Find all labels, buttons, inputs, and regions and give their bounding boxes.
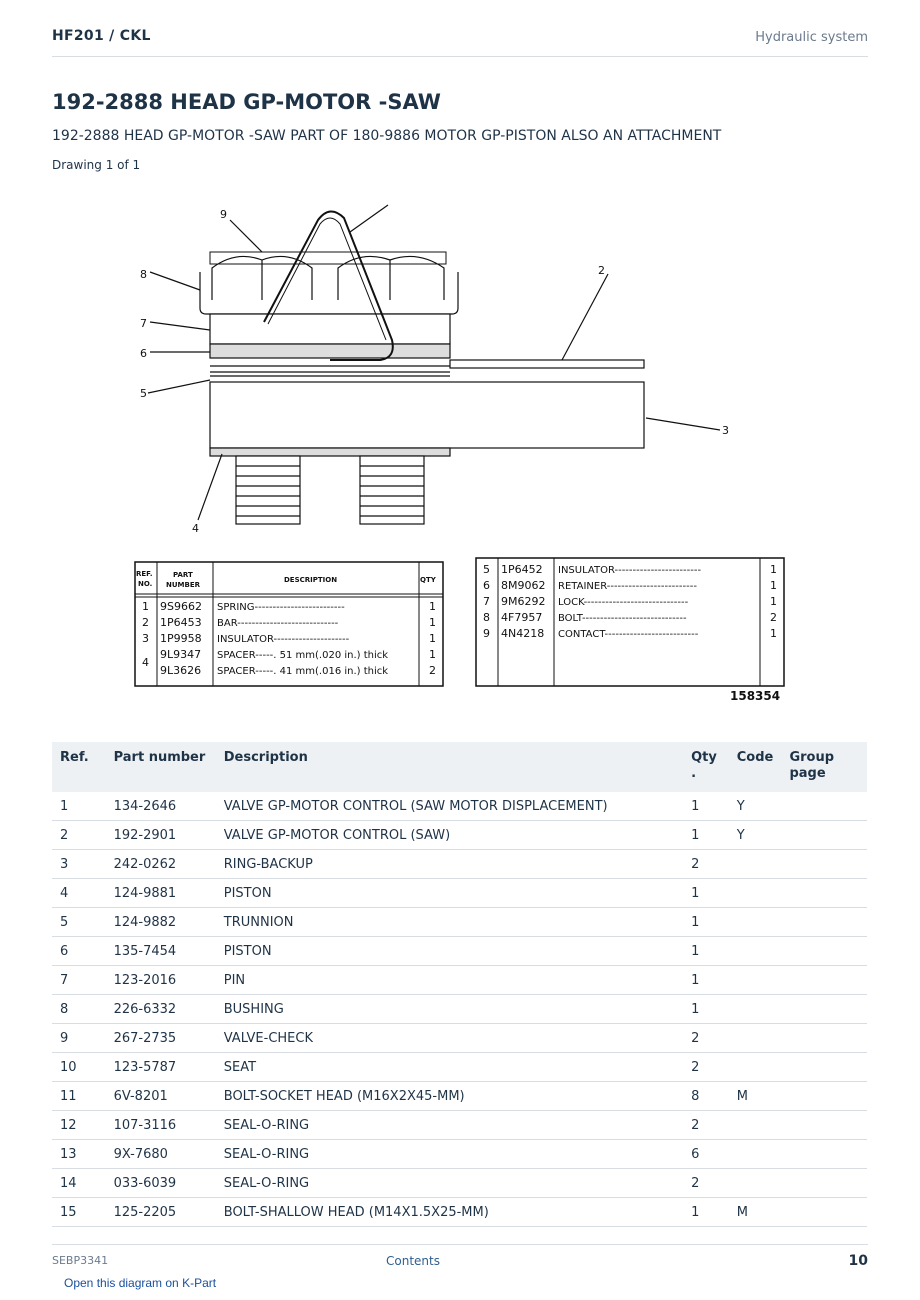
legend-ref: 2 [142, 616, 149, 629]
legend-desc: RETAINER------------------------- [558, 581, 697, 592]
legend-qty: 1 [770, 595, 777, 608]
cell-code [737, 879, 790, 908]
cell-ref: 9 [52, 1024, 114, 1053]
cell-qty: 1 [691, 908, 737, 937]
cell-code [737, 937, 790, 966]
table-row [52, 908, 867, 937]
cell-code [737, 850, 790, 879]
page-header [52, 28, 868, 57]
cell-description: PIN [224, 966, 691, 995]
table-row [52, 1111, 867, 1140]
cell-group-page [789, 937, 867, 966]
cell-qty: 2 [691, 1169, 737, 1198]
cell-ref: 6 [52, 937, 114, 966]
cell-code [737, 1140, 790, 1169]
legend-qty: 1 [429, 632, 436, 645]
cell-ref: 12 [52, 1111, 114, 1140]
cell-qty: 1 [691, 821, 737, 850]
cell-qty: 2 [691, 1111, 737, 1140]
table-row [52, 1198, 867, 1227]
legend-pn: 1P6452 [501, 563, 543, 576]
legend-qty: 1 [429, 600, 436, 613]
col-code: Code [736, 750, 774, 765]
cell-qty: 1 [691, 937, 737, 966]
legend-desc: SPRING------------------------- [217, 602, 345, 613]
legend-qty: 1 [770, 563, 777, 576]
cell-qty: 2 [691, 1024, 737, 1053]
drawing-count: Drawing 1 of 1 [52, 158, 141, 172]
cell-description: SEAT [224, 1053, 691, 1082]
legend-qty: 1 [770, 579, 777, 592]
legend-pn: 4N4218 [501, 627, 545, 640]
cell-part-number: 9X-7680 [114, 1140, 224, 1169]
table-row [52, 850, 867, 879]
bar-main [210, 382, 644, 448]
cell-group-page [789, 1111, 867, 1140]
col-ref: Ref. [60, 750, 89, 765]
bolt-left [236, 456, 300, 524]
legend-h-part2: NUMBER [166, 581, 201, 589]
legend-qty: 1 [429, 648, 436, 661]
col-group-page: Group page [789, 750, 835, 781]
legend-ref: 8 [483, 611, 490, 624]
cell-ref: 3 [52, 850, 114, 879]
cell-ref: 10 [52, 1053, 114, 1082]
contents-link[interactable]: Contents [386, 1254, 440, 1268]
legend-desc: LOCK----------------------------- [558, 597, 689, 608]
cell-ref: 7 [52, 966, 114, 995]
cell-part-number: 135-7454 [114, 937, 224, 966]
cell-code [737, 995, 790, 1024]
col-part-number: Part number [113, 750, 206, 765]
legend-desc: CONTACT-------------------------- [558, 629, 699, 640]
cell-part-number: 123-5787 [114, 1053, 224, 1082]
cell-code: M [737, 1082, 790, 1111]
cell-ref: 1 [52, 792, 114, 821]
legend-ref: 4 [142, 656, 149, 669]
legend-qty: 1 [429, 616, 436, 629]
callout-2: 3 [722, 424, 729, 437]
cell-description: BOLT-SOCKET HEAD (M16X2X45-MM) [224, 1082, 691, 1111]
cell-ref: 15 [52, 1198, 114, 1227]
cell-code [737, 1053, 790, 1082]
legend-desc: INSULATOR------------------------ [558, 565, 702, 576]
cell-ref: 11 [52, 1082, 114, 1111]
cell-description: BUSHING [224, 995, 691, 1024]
drawing-number: 158354 [730, 689, 781, 703]
parts-diagram [0, 190, 920, 710]
parts-table-body [52, 792, 867, 1227]
cell-group-page [789, 1082, 867, 1111]
cell-part-number: 124-9881 [114, 879, 224, 908]
cell-part-number: 134-2646 [114, 792, 224, 821]
cell-part-number: 192-2901 [114, 821, 224, 850]
cell-qty: 8 [691, 1082, 737, 1111]
cell-part-number: 226-6332 [114, 995, 224, 1024]
bar-thin [450, 360, 644, 368]
cell-description: TRUNNION [224, 908, 691, 937]
cell-group-page [789, 821, 867, 850]
callout-7: 8 [140, 268, 147, 281]
cell-code: M [737, 1198, 790, 1227]
legend-desc: INSULATOR--------------------- [217, 634, 350, 645]
table-row [52, 1053, 867, 1082]
cell-part-number: 107-3116 [114, 1111, 224, 1140]
cell-code [737, 1169, 790, 1198]
col-qty: Qty . [691, 750, 717, 781]
cell-description: PISTON [224, 937, 691, 966]
legend-h-part: PART [173, 571, 193, 579]
cell-qty: 2 [691, 850, 737, 879]
cell-description: SEAL-O-RING [224, 1169, 691, 1198]
legend-ref: 9 [483, 627, 490, 640]
legend-left-rows [142, 600, 436, 677]
section-name: Hydraulic system [755, 30, 868, 45]
cell-group-page [789, 1053, 867, 1082]
parts-table [52, 742, 867, 1227]
legend-ref: 5 [483, 563, 490, 576]
cell-part-number: 033-6039 [114, 1169, 224, 1198]
legend-desc: BAR---------------------------- [217, 618, 339, 629]
callout-5: 6 [140, 347, 147, 360]
kpart-link[interactable]: Open this diagram on K-Part [64, 1276, 217, 1290]
cell-code [737, 1024, 790, 1053]
cell-part-number: 6V-8201 [114, 1082, 224, 1111]
cell-ref: 13 [52, 1140, 114, 1169]
legend-pn: 1P6453 [160, 616, 202, 629]
legend-ref: 3 [142, 632, 149, 645]
cell-description: BOLT-SHALLOW HEAD (M14X1.5X25-MM) [224, 1198, 691, 1227]
cell-ref: 4 [52, 879, 114, 908]
callout-1: 2 [598, 264, 605, 277]
cell-ref: 14 [52, 1169, 114, 1198]
cell-qty: 1 [691, 1198, 737, 1227]
cell-code [737, 908, 790, 937]
cell-description: VALVE GP-MOTOR CONTROL (SAW) [224, 821, 691, 850]
cell-group-page [789, 1198, 867, 1227]
callout-8: 9 [220, 208, 227, 221]
callout-6: 7 [140, 317, 147, 330]
insulator-upper [210, 344, 450, 358]
cell-qty: 1 [691, 966, 737, 995]
table-row [52, 821, 867, 850]
cell-part-number: 242-0262 [114, 850, 224, 879]
legend-left-headers [136, 570, 437, 589]
table-row [52, 966, 867, 995]
table-row [52, 792, 867, 821]
callout-4: 5 [140, 387, 147, 400]
cell-part-number: 123-2016 [114, 966, 224, 995]
col-description: Description [223, 750, 308, 765]
cell-group-page [789, 908, 867, 937]
legend-h-qty: QTY [420, 576, 436, 584]
legend-ref: 1 [142, 600, 149, 613]
cell-part-number: 124-9882 [114, 908, 224, 937]
table-row [52, 1140, 867, 1169]
legend-h-ref: REF. [136, 570, 153, 578]
cell-qty: 1 [691, 792, 737, 821]
legend-h-desc: DESCRIPTION [284, 576, 338, 584]
cell-description: VALVE GP-MOTOR CONTROL (SAW MOTOR DISPLACEMENT) [224, 792, 691, 821]
table-row [52, 1082, 867, 1111]
legend-qty: 2 [429, 664, 436, 677]
legend-desc: SPACER-----. 41 mm(.016 in.) thick [217, 666, 389, 677]
cell-description: SEAL-O-RING [224, 1140, 691, 1169]
legend-qty: 1 [770, 627, 777, 640]
page-footer [52, 1244, 868, 1275]
cell-group-page [789, 995, 867, 1024]
cell-ref: 5 [52, 908, 114, 937]
legend-ref: 6 [483, 579, 490, 592]
table-row [52, 1024, 867, 1053]
cell-group-page [789, 792, 867, 821]
legend-pn: 9M6292 [501, 595, 546, 608]
cell-description: SEAL-O-RING [224, 1111, 691, 1140]
legend-right-rows [483, 563, 777, 640]
cell-group-page [789, 966, 867, 995]
table-row [52, 879, 867, 908]
legend-pn: 9S9662 [160, 600, 202, 613]
cell-qty: 2 [691, 1053, 737, 1082]
cell-description: RING-BACKUP [224, 850, 691, 879]
table-header-row [52, 742, 867, 792]
cell-code: Y [737, 821, 790, 850]
cell-ref: 2 [52, 821, 114, 850]
page-number: 10 [848, 1253, 868, 1269]
legend-qty: 2 [770, 611, 777, 624]
callout-3: 4 [192, 522, 199, 535]
cell-group-page [789, 1169, 867, 1198]
page-title: 192-2888 HEAD GP-MOTOR -SAW [52, 90, 441, 114]
cell-group-page [789, 1024, 867, 1053]
cell-ref: 8 [52, 995, 114, 1024]
legend-desc: SPACER-----. 51 mm(.020 in.) thick [217, 650, 389, 661]
cell-code: Y [737, 792, 790, 821]
legend-desc: BOLT----------------------------- [558, 613, 687, 624]
cell-group-page [789, 1140, 867, 1169]
cell-qty: 1 [691, 995, 737, 1024]
cell-part-number: 267-2735 [114, 1024, 224, 1053]
bolt-right [360, 456, 424, 524]
table-row [52, 995, 867, 1024]
doc-id: SEBP3341 [52, 1254, 109, 1267]
legend-pn: 9L3626 [160, 664, 202, 677]
nut-right [338, 256, 444, 300]
legend-pn: 1P9958 [160, 632, 202, 645]
cell-qty: 6 [691, 1140, 737, 1169]
cell-code [737, 1111, 790, 1140]
table-row [52, 1169, 867, 1198]
cell-description: VALVE-CHECK [224, 1024, 691, 1053]
cell-code [737, 966, 790, 995]
legend-pn: 8M9062 [501, 579, 546, 592]
cell-group-page [789, 879, 867, 908]
breadcrumb: HF201 / CKL [52, 28, 151, 44]
cell-part-number: 125-2205 [114, 1198, 224, 1227]
legend-pn: 4F7957 [501, 611, 543, 624]
cell-group-page [789, 850, 867, 879]
page-subtitle: 192-2888 HEAD GP-MOTOR -SAW PART OF 180-9886 MOTOR GP-PISTON ALSO AN ATTACHMENT [52, 128, 722, 144]
legend-pn: 9L9347 [160, 648, 202, 661]
block-upper [210, 314, 450, 344]
table-row [52, 937, 867, 966]
legend-h-ref2: NO. [138, 580, 153, 588]
cell-description: PISTON [224, 879, 691, 908]
assembly-drawing [148, 205, 720, 524]
insulator-lower [210, 448, 450, 456]
legend-ref: 7 [483, 595, 490, 608]
cell-qty: 1 [691, 879, 737, 908]
